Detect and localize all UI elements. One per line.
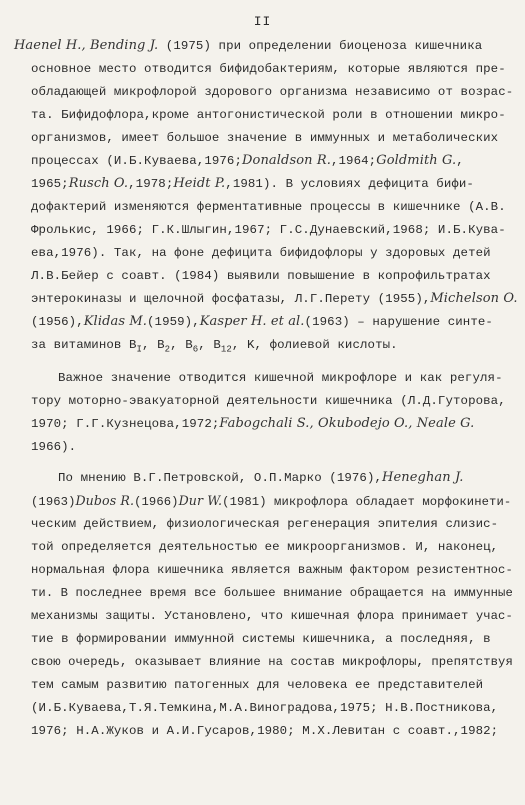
text-line: Важное значение отводится кишечной микрофлоре и как регуля- bbox=[58, 371, 503, 385]
subscript: 6 bbox=[192, 344, 199, 355]
text-line: 1966). bbox=[31, 440, 77, 454]
text-line bbox=[31, 176, 474, 192]
page-number: II bbox=[253, 14, 272, 29]
line-text: (1959), bbox=[147, 315, 200, 329]
handwritten-reference: Heidt P. bbox=[173, 176, 226, 191]
text-line bbox=[31, 153, 464, 169]
text-line: механизмы защиты. Установлено, что кишечная флора принимает учас- bbox=[31, 609, 513, 623]
text-line: обладающей микрофлорой здорового организма независимо от возрас- bbox=[31, 85, 514, 99]
line-text: (1975) при определении биоценоза кишечника bbox=[165, 39, 483, 53]
text-line: ти. В последнее время все большее внимание обращается на иммунные bbox=[31, 586, 513, 600]
text-line bbox=[14, 38, 482, 54]
text-line: тору моторно-эвакуаторной деятельности кишечника (Л.Д.Гуторова, bbox=[31, 394, 506, 408]
line-text: (1956), bbox=[31, 315, 84, 329]
line-text: процессах (И.Б.Куваева,1976; bbox=[31, 154, 242, 168]
line-text: (1966) bbox=[134, 495, 179, 509]
handwritten-reference: Goldmith G. bbox=[376, 153, 457, 168]
text-line: Фролькис, 1966; Г.К.Шлыгин,1967; Г.С.Дунаевский,1968; И.Б.Кува- bbox=[31, 223, 506, 237]
handwritten-reference: Dur W. bbox=[178, 493, 223, 508]
text-line: дофактерий изменяются ферментативные процессы в кишечнике (А.В. bbox=[31, 200, 506, 214]
text-line: тие в формировании иммунной системы кишечника, а последняя, в bbox=[31, 632, 491, 646]
text-line bbox=[58, 470, 464, 486]
handwritten-reference: Dubos R. bbox=[75, 493, 135, 508]
handwritten-reference: Fabogchali S., Okubodejo O., Neale G. bbox=[219, 416, 475, 431]
line-text: (1963) bbox=[31, 495, 76, 509]
handwritten-reference: Donaldson R. bbox=[242, 153, 331, 168]
line-text: , K, фолиевой кислоты. bbox=[231, 338, 398, 352]
text-line bbox=[31, 416, 474, 432]
line-text: , B bbox=[142, 338, 165, 352]
line-text: 1965; bbox=[31, 177, 69, 191]
text-line: ева,1976). Так, на фоне дефицита бифидофлоры у здоровых детей bbox=[31, 246, 491, 260]
handwritten-reference: Heneghan J. bbox=[382, 470, 464, 485]
line-text: ,1981). В условиях дефицита бифи- bbox=[225, 177, 474, 191]
subscript: 2 bbox=[164, 344, 171, 355]
text-line: та. Бифидофлора,кроме антогонистической роли в отношении микро- bbox=[31, 108, 506, 122]
text-line: нормальная флора кишечника является важным фактором резистентнос- bbox=[31, 563, 513, 577]
text-line: той определяется деятельностью ее микроорганизмов. И, наконец, bbox=[31, 540, 499, 554]
line-text: (1963) – нарушение синте- bbox=[304, 315, 493, 329]
text-line: (И.Б.Куваева,Т.Я.Темкина,М.А.Виноградова,1975; Н.В.Постникова, bbox=[31, 701, 499, 715]
text-line: Л.В.Бейер с соавт. (1984) выявили повышение в копрофильтратах bbox=[31, 269, 491, 283]
line-text: за витаминов B bbox=[31, 338, 137, 352]
line-text: энтерокиназы и щелочной фосфатазы, Л.Г.Перету (1955), bbox=[31, 292, 431, 306]
line-text: , bbox=[456, 154, 464, 168]
line-text: 1970; Г.Г.Кузнецова,1972; bbox=[31, 417, 220, 431]
text-line: тем самым развитию патогенных для человека ее представителей bbox=[31, 678, 484, 692]
subscript: 12 bbox=[220, 344, 232, 355]
line-text: , B bbox=[170, 338, 193, 352]
line-text: , B bbox=[198, 338, 221, 352]
line-text: ,1978; bbox=[128, 177, 174, 191]
text-line: основное место отводится бифидобактериям, которые являются пре- bbox=[31, 62, 506, 76]
text-line bbox=[31, 291, 518, 307]
text-line: свою очередь, оказывает влияние на состав микрофлоры, препятствуя bbox=[31, 655, 513, 669]
handwritten-reference: Rusch O. bbox=[68, 176, 129, 191]
line-text: ,1964; bbox=[330, 154, 377, 168]
text-line: организмов, имеет большое значение в иммунных и метаболических bbox=[31, 131, 499, 145]
handwritten-reference: Klidas M. bbox=[83, 314, 147, 329]
handwritten-reference: Kasper H. et al. bbox=[199, 314, 305, 329]
text-line: ческим действием, физиологическая регенерация эпителия слизис- bbox=[31, 517, 499, 531]
line-text: По мнению В.Г.Петровской, О.П.Марко (1976), bbox=[58, 471, 383, 485]
handwritten-reference: Haenel H., Bending J. bbox=[14, 38, 159, 53]
text-line bbox=[31, 314, 493, 330]
text-line: 1976; Н.А.Жуков и А.И.Гусаров,1980; М.Х.Левитан с соавт.,1982; bbox=[31, 724, 499, 738]
subscript: I bbox=[136, 344, 143, 355]
text-line bbox=[31, 493, 511, 510]
text-line bbox=[31, 337, 398, 357]
line-text: (1981) микрофлора обладает морфокинети- bbox=[222, 495, 512, 509]
handwritten-reference: Michelson O. bbox=[430, 291, 518, 306]
